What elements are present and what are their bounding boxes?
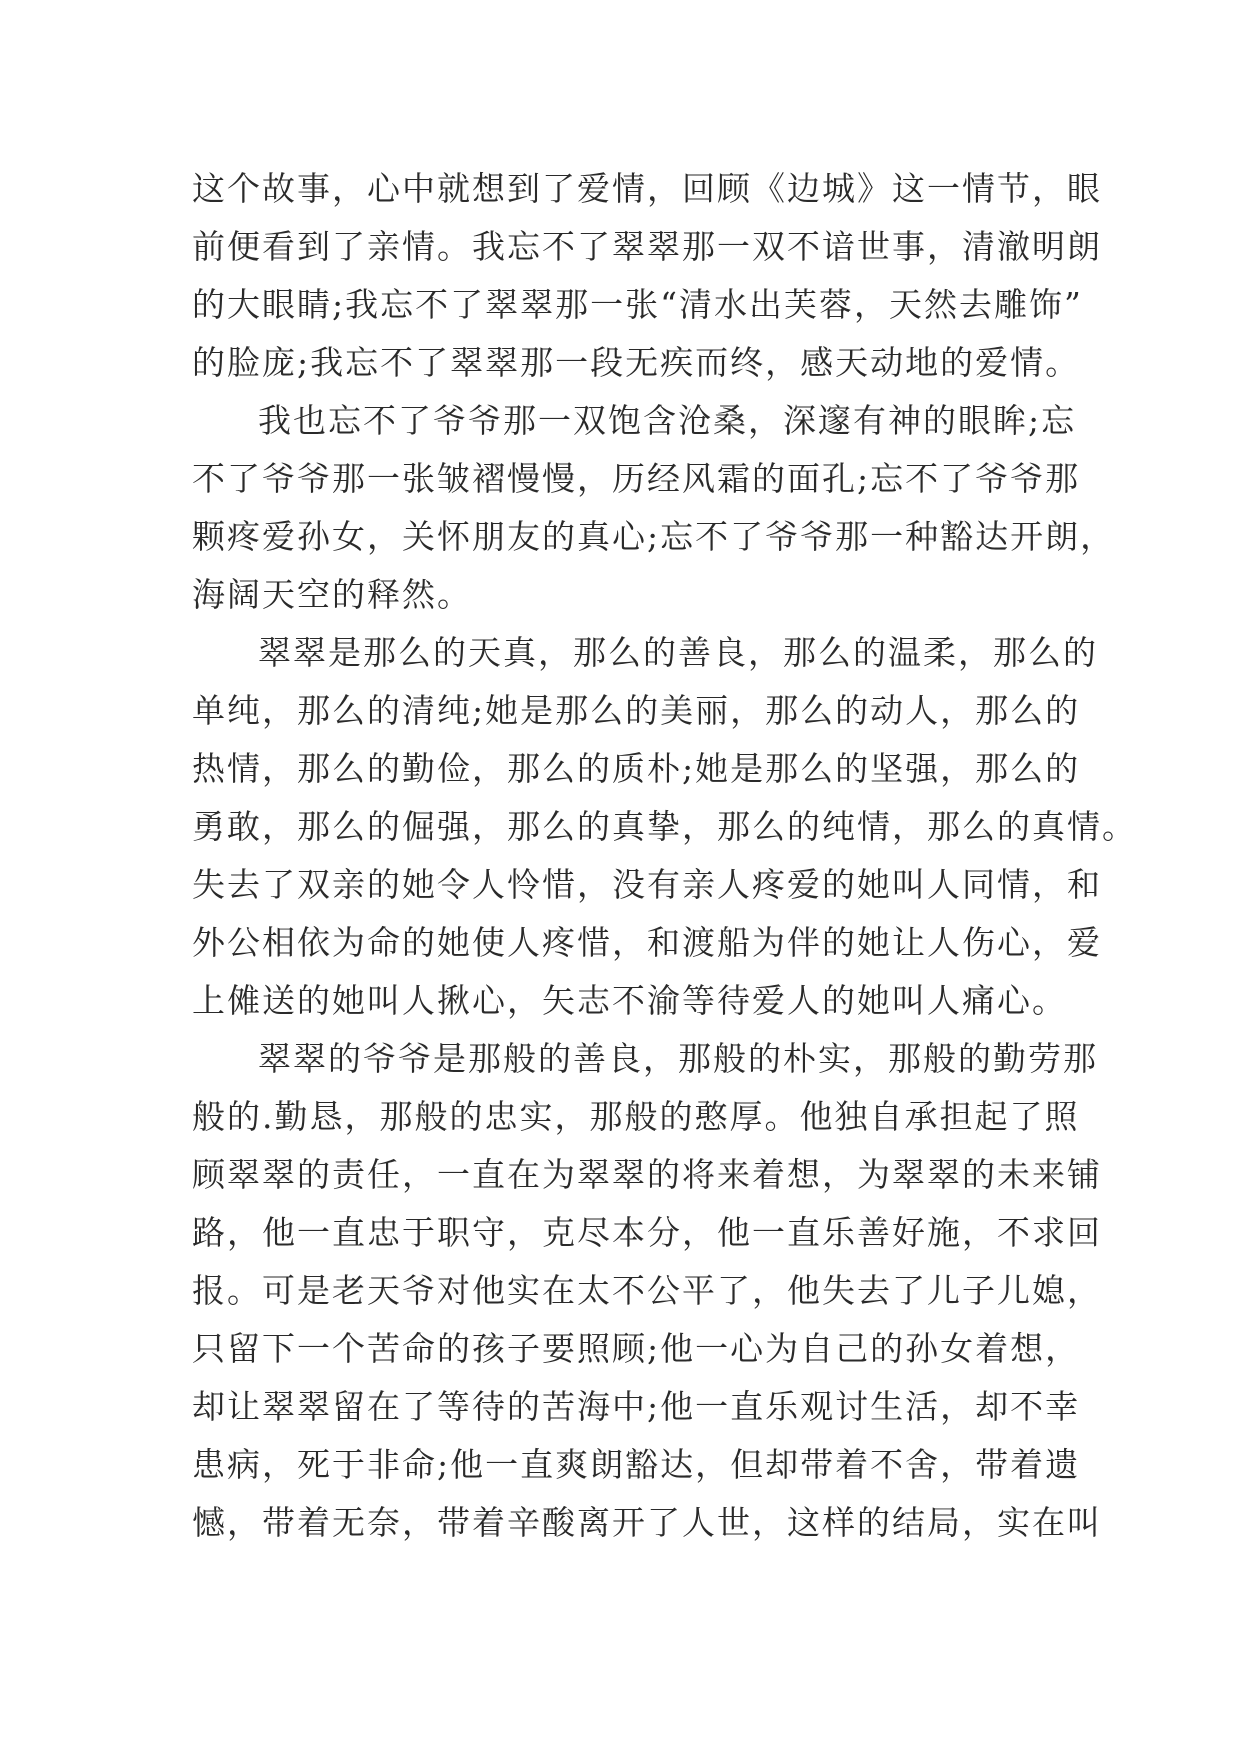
- text-line: 海阔天空的释然。: [192, 575, 472, 614]
- paragraph-4: [192, 1030, 1102, 1552]
- text-line: 单纯，那么的清纯;她是那么的美丽，那么的动人，那么的: [192, 691, 1081, 730]
- text-line: 却让翠翠留在了等待的苦海中;他一直乐观讨生活，却不幸: [192, 1387, 1081, 1426]
- text-line: 上傩送的她叫人揪心，矢志不渝等待爱人的她叫人痛心。: [192, 981, 1067, 1020]
- text-line: 前便看到了亲情。我忘不了翠翠那一双不谙世事，清澈明朗: [192, 227, 1102, 266]
- paragraph-1: [192, 160, 1102, 392]
- text-line: 热情，那么的勤俭，那么的质朴;她是那么的坚强，那么的: [192, 749, 1081, 788]
- text-line: 报。可是老天爷对他实在太不公平了，他失去了儿子儿媳，: [192, 1271, 1102, 1310]
- text-line: 勇敢，那么的倔强，那么的真挚，那么的纯情，那么的真情。: [192, 807, 1137, 846]
- text-line: 我也忘不了爷爷那一双饱含沧桑，深邃有神的眼眸;忘: [258, 401, 1077, 440]
- text-line: 憾，带着无奈，带着辛酸离开了人世，这样的结局，实在叫: [192, 1503, 1102, 1542]
- text-line: 路，他一直忠于职守，克尽本分，他一直乐善好施，不求回: [192, 1213, 1102, 1252]
- text-line: 失去了双亲的她令人怜惜，没有亲人疼爱的她叫人同情，和: [192, 865, 1102, 904]
- text-line: 顾翠翠的责任，一直在为翠翠的将来着想，为翠翠的未来铺: [192, 1155, 1102, 1194]
- text-line: 只留下一个苦命的孩子要照顾;他一心为自己的孙女着想，: [192, 1329, 1081, 1368]
- text-line: 患病，死于非命;他一直爽朗豁达，但却带着不舍，带着遗: [192, 1445, 1081, 1484]
- document-body: [192, 160, 1137, 1552]
- text-line: 翠翠是那么的天真，那么的善良，那么的温柔，那么的: [258, 633, 1098, 672]
- paragraph-2: [192, 392, 1116, 624]
- text-line: 不了爷爷那一张皱褶慢慢，历经风霜的面孔;忘不了爷爷那: [192, 459, 1081, 498]
- text-line: 的大眼睛;我忘不了翠翠那一张“清水出芙蓉，天然去雕饰”: [192, 285, 1083, 324]
- text-line: 外公相依为命的她使人疼惜，和渡船为伴的她让人伤心，爱: [192, 923, 1102, 962]
- text-line: 的脸庞;我忘不了翠翠那一段无疾而终，感天动地的爱情。: [192, 343, 1081, 382]
- paragraph-3: [192, 624, 1137, 1030]
- text-line: 这个故事，心中就想到了爱情，回顾《边城》这一情节，眼: [192, 169, 1102, 208]
- text-line: 般的.勤恳，那般的忠实，那般的憨厚。他独自承担起了照: [192, 1097, 1080, 1136]
- text-line: 翠翠的爷爷是那般的善良，那般的朴实，那般的勤劳那: [258, 1039, 1098, 1078]
- text-line: 颗疼爱孙女，关怀朋友的真心;忘不了爷爷那一种豁达开朗，: [192, 517, 1116, 556]
